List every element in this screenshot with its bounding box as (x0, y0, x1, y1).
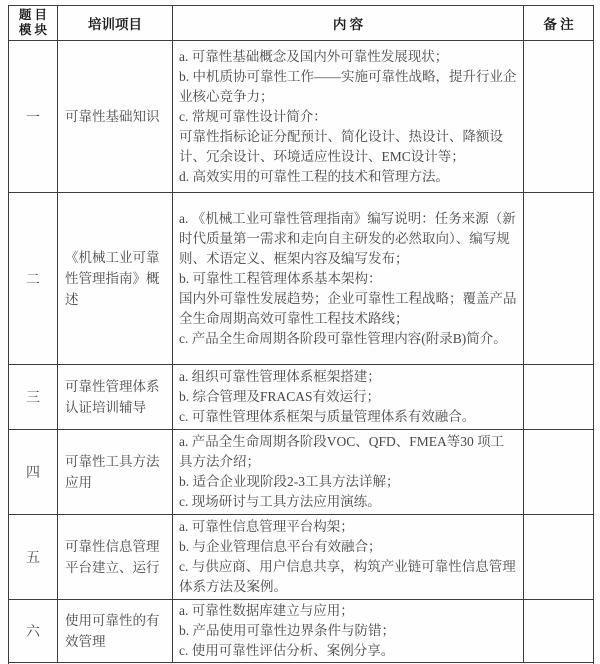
content-cell (173, 515, 524, 600)
content-cell (173, 41, 524, 193)
module-cell: 一 (9, 41, 58, 193)
content-cell (173, 600, 524, 663)
remark-cell (524, 515, 594, 600)
table-row-1 (9, 41, 594, 193)
remark-cell (524, 365, 594, 430)
remark-cell (524, 430, 594, 515)
content-paragraph: c. 产品全生命周期各阶段可靠性管理内容(附录B)简介。 (179, 330, 507, 346)
module-cell: 四 (9, 430, 58, 515)
content-paragraph: d. 高效实用的可靠性工程的技术和管理方法。 (179, 168, 449, 184)
header-module-line2: 模 块 (18, 23, 48, 37)
project-cell: 使用可靠性的有效管理 (58, 600, 173, 663)
content-paragraph: a. 组织可靠性管理体系框架搭建； (179, 369, 381, 384)
project-cell: 可靠性工具方法应用 (58, 430, 173, 515)
remark-cell (524, 41, 594, 193)
content-paragraph: 可靠性指标论证分配预计、简化设计、热设计、降额设计、冗余设计、环境适应性设计、EMC设计等； (179, 128, 503, 164)
project-cell: 可靠性信息管理平台建立、运行 (58, 515, 173, 600)
remark-cell (524, 600, 594, 663)
training-curriculum-table (8, 5, 594, 664)
content-paragraph: c. 现场研讨与工具方法应用演练。 (179, 494, 381, 509)
header-module (9, 6, 58, 41)
header-row (9, 6, 594, 41)
remark-cell (524, 193, 594, 365)
header-content: 内 容 (173, 6, 524, 41)
content-paragraph: b. 与企业管理信息平台有效融合； (179, 539, 382, 554)
content-paragraph: b. 产品使用可靠性边界条件与防错； (179, 623, 395, 638)
module-cell: 六 (9, 600, 58, 663)
project-cell: 可靠性管理体系认证培训辅导 (58, 365, 173, 430)
content-cell (173, 430, 524, 515)
content-paragraph: c. 与供应商、用户信息共享，构筑产业链可靠性信息管理体系方法及案例。 (179, 559, 516, 594)
table-row-5 (9, 515, 594, 600)
table-row-3 (9, 365, 594, 430)
table-row-6 (9, 600, 594, 663)
content-cell (173, 193, 524, 365)
module-cell: 三 (9, 365, 58, 430)
content-paragraph: c. 可靠性管理体系框架与质量管理体系有效融合。 (179, 409, 476, 424)
project-cell: 可靠性基础知识 (58, 41, 173, 193)
content-paragraph: a. 可靠性数据库建立与应用； (179, 603, 354, 618)
header-project: 培训项目 (58, 6, 173, 41)
content-paragraph: c. 常规可靠性设计简介： (179, 108, 327, 124)
header-module-line1: 题 目 (18, 8, 48, 22)
table-row-4 (9, 430, 594, 515)
table-row-2 (9, 193, 594, 365)
project-cell: 《机械工业可靠性管理指南》概述 (58, 193, 173, 365)
content-paragraph: b. 适合企业现阶段2-3工具方法详解； (179, 474, 400, 489)
content-paragraph: 国内外可靠性发展趋势；企业可靠性工程战略；覆盖产品全生命周期高效可靠性工程技术路线； (179, 290, 517, 326)
content-paragraph: a. 可靠性基础概念及国内外可靠性发展现状； (179, 48, 449, 64)
content-paragraph: a. 可靠性信息管理平台构架； (179, 519, 354, 534)
content-cell (173, 365, 524, 430)
content-paragraph: b. 综合管理及FRACAS有效运行； (179, 389, 381, 404)
module-cell: 五 (9, 515, 58, 600)
content-paragraph: a. 《机械工业可靠性管理指南》编写说明：任务来源（新时代质量第一需求和走向自主研发的必然取向）、编写规则、术语定义、框架内容及编写发布； (179, 210, 516, 266)
content-paragraph: a. 产品全生命周期各阶段VOC、QFD、FMEA等30 项工具方法介绍； (179, 434, 505, 469)
content-paragraph: b. 可靠性工程管理体系基本架构： (179, 270, 382, 286)
module-cell: 二 (9, 193, 58, 365)
content-paragraph: b. 中机质协可靠性工作——实施可靠性战略，提升行业企业核心竞争力； (179, 68, 517, 104)
header-remark: 备 注 (524, 6, 594, 41)
content-paragraph: c. 使用可靠性评估分析、案例分享。 (179, 643, 395, 658)
